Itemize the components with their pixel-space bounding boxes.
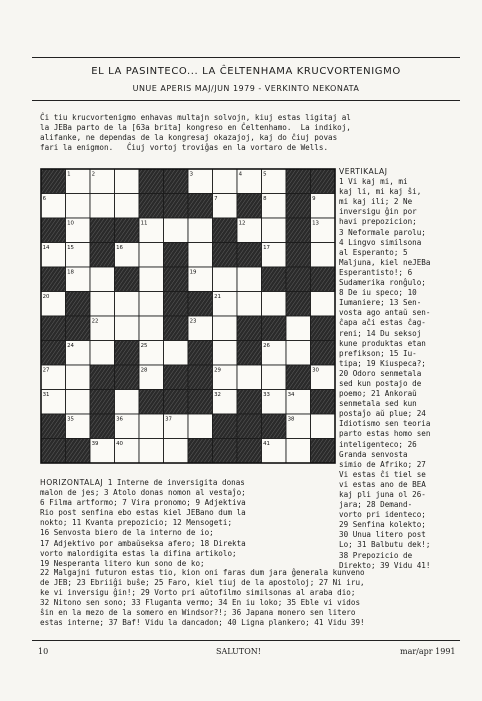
grid-clue-number: 13 <box>312 220 319 227</box>
grid-block-cell <box>286 218 311 243</box>
grid-block-cell <box>311 341 336 366</box>
grid-block-cell <box>213 218 238 243</box>
grid-cell[interactable] <box>311 243 336 268</box>
grid-block-cell <box>164 390 189 415</box>
top-rule <box>32 57 460 58</box>
grid-block-cell <box>188 292 213 317</box>
grid-block-cell <box>188 341 213 366</box>
grid-clue-number: 25 <box>140 342 148 349</box>
grid-block-cell <box>90 218 115 243</box>
grid-cell[interactable] <box>139 292 164 317</box>
grid-clue-number: 36 <box>116 416 123 423</box>
grid-clue-number: 35 <box>67 416 74 423</box>
grid-block-cell <box>188 194 213 219</box>
grid-cell[interactable] <box>66 194 91 219</box>
grid-block-cell <box>262 414 287 439</box>
grid-clue-number: 33 <box>263 391 270 398</box>
grid-block-cell <box>41 439 66 464</box>
grid-cell[interactable] <box>311 414 336 439</box>
grid-block-cell <box>237 316 262 341</box>
grid-block-cell <box>41 341 66 366</box>
grid-block-cell <box>237 341 262 366</box>
grid-clue-number: 6 <box>42 195 47 202</box>
grid-clue-number: 19 <box>189 269 197 276</box>
clues-horizontal-continued: 22 Malgajni futuron estas tio, kion oni faras dum jara ĝenerala kunveno de JEB; 23 Ebriiĝi buŝe; 25 Faro, kiel tiuj de la apostoloj; 27 Ni iru, ke vi inversigu ĝin!; 29 Vorto pri aŭtofilmo similsonas al araba dio; 32 Nitono sen sono; 33 Fluganta vermo; 34 En iu loko; 35 Eble vi vidos ŝin en la mezo de la somero en Windsor?!; 36 Japana monero sen litero estas interne; 37 Baf! Vidu la dancadon; 40 Ligna plankero; 41 Vidu 39! <box>40 568 365 628</box>
grid-clue-number: 2 <box>91 171 96 178</box>
grid-clue-number: 5 <box>263 171 267 178</box>
grid-block-cell <box>237 243 262 268</box>
grid-block-cell <box>188 439 213 464</box>
grid-clue-number: 39 <box>91 440 99 447</box>
grid-clue-number: 9 <box>312 195 316 202</box>
grid-block-cell <box>164 292 189 317</box>
grid-block-cell <box>286 243 311 268</box>
footer-rule <box>32 640 460 641</box>
grid-block-cell <box>90 243 115 268</box>
clues-vertical <box>339 167 464 571</box>
grid-cell[interactable] <box>213 316 238 341</box>
grid-cell[interactable] <box>262 218 287 243</box>
grid-clue-number: 37 <box>165 416 172 423</box>
grid-cell[interactable] <box>237 267 262 292</box>
grid-block-cell <box>115 341 140 366</box>
grid-block-cell <box>41 414 66 439</box>
grid-block-cell <box>213 414 238 439</box>
magazine-name: SALUTON! <box>216 647 261 656</box>
grid-block-cell <box>286 292 311 317</box>
grid-block-cell <box>237 390 262 415</box>
grid-block-cell <box>262 316 287 341</box>
grid-clue-number: 30 <box>312 367 319 374</box>
grid-block-cell <box>41 316 66 341</box>
grid-cell[interactable] <box>188 243 213 268</box>
grid-cell[interactable] <box>139 414 164 439</box>
grid-cell[interactable] <box>188 218 213 243</box>
grid-cell[interactable] <box>213 267 238 292</box>
grid-block-cell <box>164 316 189 341</box>
grid-block-cell <box>139 169 164 194</box>
grid-block-cell <box>286 194 311 219</box>
grid-block-cell <box>164 169 189 194</box>
grid-block-cell <box>188 365 213 390</box>
grid-block-cell <box>286 365 311 390</box>
grid-cell[interactable] <box>164 439 189 464</box>
grid-clue-number: 24 <box>67 342 74 349</box>
grid-clue-number: 8 <box>263 195 267 202</box>
grid-clue-number: 27 <box>42 367 50 374</box>
grid-block-cell <box>41 169 66 194</box>
grid-block-cell <box>262 267 287 292</box>
grid-clue-number: 20 <box>42 293 50 300</box>
grid-block-cell <box>311 267 336 292</box>
grid-cell[interactable] <box>139 243 164 268</box>
clues-horizontal-heading: HORIZONTALAJ <box>40 478 104 487</box>
grid-clue-number: 40 <box>116 440 123 447</box>
grid-clue-number: 14 <box>42 244 50 251</box>
grid-cell[interactable] <box>286 316 311 341</box>
grid-clue-number: 31 <box>42 391 50 398</box>
grid-clue-number: 4 <box>238 171 243 178</box>
grid-clue-number: 7 <box>214 195 218 202</box>
subtitle-rule <box>32 100 460 101</box>
grid-block-cell <box>115 365 140 390</box>
grid-cell[interactable] <box>115 316 140 341</box>
crossword-grid <box>38 166 338 466</box>
grid-block-cell <box>213 243 238 268</box>
grid-cell[interactable] <box>66 365 91 390</box>
grid-clue-number: 22 <box>91 318 99 325</box>
clues-horizontal <box>40 478 340 569</box>
grid-clue-number: 29 <box>214 367 221 374</box>
intro-paragraph: Ĉi tiu krucvortenigmo enhavas multajn solvojn, kiuj estas ligitaj al la JEBa parto de la [63a brita] kongreso en Ĉeltenhamo. La indikoj, alifanke, ne dependas de la kongresaj okazajoj, kaj do ĉiuj povas fari la enigmon. Ĉiuj vortoj troviĝas en la vortaro de Wells. <box>40 113 351 152</box>
grid-cell[interactable] <box>66 390 91 415</box>
grid-block-cell <box>164 243 189 268</box>
issue-date: mar/apr 1991 <box>400 647 456 656</box>
grid-cell[interactable] <box>262 365 287 390</box>
grid-block-cell <box>237 439 262 464</box>
grid-cell[interactable] <box>311 292 336 317</box>
grid-clue-number: 11 <box>140 220 148 227</box>
clues-horizontal-text: malon de jes; 3 Atolo donas nomon al vestaĵo; 6 Filma artformo; 7 Vira pronomo; 9 Adjektiva Rio post senfina ebo estas kiel JEBano dum la nokto; 11 Kvanta prepozicio; 12 Mensogeti; 16 Senvosta biero de la interno de io; 17 Adjektivo por ambaŭseksa afero; 18 Direkta vorto malordigita estas la difina artikolo; 19 Nesperanta litero kun sono de ko; <box>40 488 246 568</box>
grid-cell[interactable] <box>90 292 115 317</box>
grid-clue-number: 32 <box>214 391 221 398</box>
grid-clue-number: 10 <box>67 220 74 227</box>
grid-block-cell <box>286 169 311 194</box>
grid-clue-number: 1 <box>67 171 71 178</box>
grid-clue-number: 23 <box>189 318 197 325</box>
grid-block-cell <box>66 316 91 341</box>
grid-block-cell <box>311 316 336 341</box>
grid-clue-number: 3 <box>189 171 194 178</box>
grid-cell[interactable] <box>115 169 140 194</box>
grid-block-cell <box>213 439 238 464</box>
page-subtitle: UNUE APERIS MAJ/JUN 1979 - VERKINTO NEKONATA <box>132 84 360 93</box>
grid-cell[interactable] <box>188 414 213 439</box>
grid-cell[interactable] <box>164 218 189 243</box>
grid-clue-number: 41 <box>263 440 270 447</box>
grid-cell[interactable] <box>164 341 189 366</box>
grid-block-cell <box>237 194 262 219</box>
grid-cell[interactable] <box>115 194 140 219</box>
grid-block-cell <box>66 439 91 464</box>
grid-block-cell <box>164 194 189 219</box>
grid-cell[interactable] <box>139 439 164 464</box>
grid-block-cell <box>237 414 262 439</box>
clues-vertical-text: 1 Vi kaj mi, mi kaj li, mi kaj ŝi, mi kaj ili; 2 Ne inversigu ĝin por havi prepozicion; 3 Neformale parolu; 4 Lingvo similsona al Esperanto; 5 Maljuna, kiel neJEBa Esperantisto!; 6 Sudamerika ronĝulo; 8 De iu speco; 10 Iumaniere; 13 Sen- vosta ago antaŭ sen- ĉapa aĉi estas ĉag- reni; 14 Du seksoj kune produktas etan prefikson; 15 Iu- tipa; 19 Kiuspeca?; 20 Odoro senmetala sed kun postajo de poemo; 21 Ankoraŭ senmetala sed kun postaĵo aŭ plue; 24 Idiotismo sen teoria parto estas homo sen inteligenteco; 26 Granda senvosta simio de Afriko; 27 Vi estas ĉi tiel se vi estas ano de BEA kaj pli juna ol 26- jara; 28 Demand- vorto pri identeco; 29 Senfina kolekto; 30 Unua litero post Lo; 31 Balbutu dek!; 38 Prepozicio de Direkto; 39 Vidu 41! <box>339 177 431 570</box>
clues-horizontal-first-line: 1 Interne de inversigita donas <box>103 478 245 487</box>
grid-cell[interactable] <box>139 316 164 341</box>
page-number: 10 <box>38 647 49 656</box>
grid-cell[interactable] <box>286 439 311 464</box>
grid-cell[interactable] <box>237 365 262 390</box>
grid-cell[interactable] <box>139 267 164 292</box>
grid-block-cell <box>139 194 164 219</box>
grid-cell[interactable] <box>115 390 140 415</box>
grid-block-cell <box>66 292 91 317</box>
grid-block-cell <box>90 414 115 439</box>
grid-clue-number: 18 <box>67 269 74 276</box>
grid-cell[interactable] <box>90 341 115 366</box>
grid-block-cell <box>41 218 66 243</box>
clues-vertical-heading: VERTIKALAJ <box>339 167 388 176</box>
grid-clue-number: 15 <box>67 244 74 251</box>
grid-block-cell <box>115 267 140 292</box>
grid-block-cell <box>90 365 115 390</box>
page-title: EL LA PASINTECO... LA ĈELTENHAMA KRUCVORTENIGMO <box>91 66 401 77</box>
grid-block-cell <box>164 365 189 390</box>
grid-clue-number: 17 <box>263 244 270 251</box>
grid-block-cell <box>164 267 189 292</box>
grid-block-cell <box>286 267 311 292</box>
grid-block-cell <box>188 390 213 415</box>
grid-clue-number: 16 <box>116 244 123 251</box>
grid-block-cell <box>90 390 115 415</box>
grid-clue-number: 38 <box>287 416 295 423</box>
grid-block-cell <box>139 390 164 415</box>
grid-clue-number: 21 <box>214 293 221 300</box>
grid-block-cell <box>311 439 336 464</box>
grid-block-cell <box>41 267 66 292</box>
grid-cell[interactable] <box>262 292 287 317</box>
grid-cell[interactable] <box>237 292 262 317</box>
grid-cell[interactable] <box>90 194 115 219</box>
grid-clue-number: 28 <box>140 367 148 374</box>
grid-clue-number: 26 <box>263 342 270 349</box>
grid-clue-number: 34 <box>287 391 295 398</box>
grid-cell[interactable] <box>115 292 140 317</box>
grid-block-cell <box>311 390 336 415</box>
grid-block-cell <box>311 169 336 194</box>
grid-cell[interactable] <box>213 169 238 194</box>
grid-clue-number: 12 <box>238 220 246 227</box>
grid-cell[interactable] <box>213 341 238 366</box>
grid-cell[interactable] <box>286 341 311 366</box>
grid-cell[interactable] <box>90 267 115 292</box>
grid-block-cell <box>115 218 140 243</box>
